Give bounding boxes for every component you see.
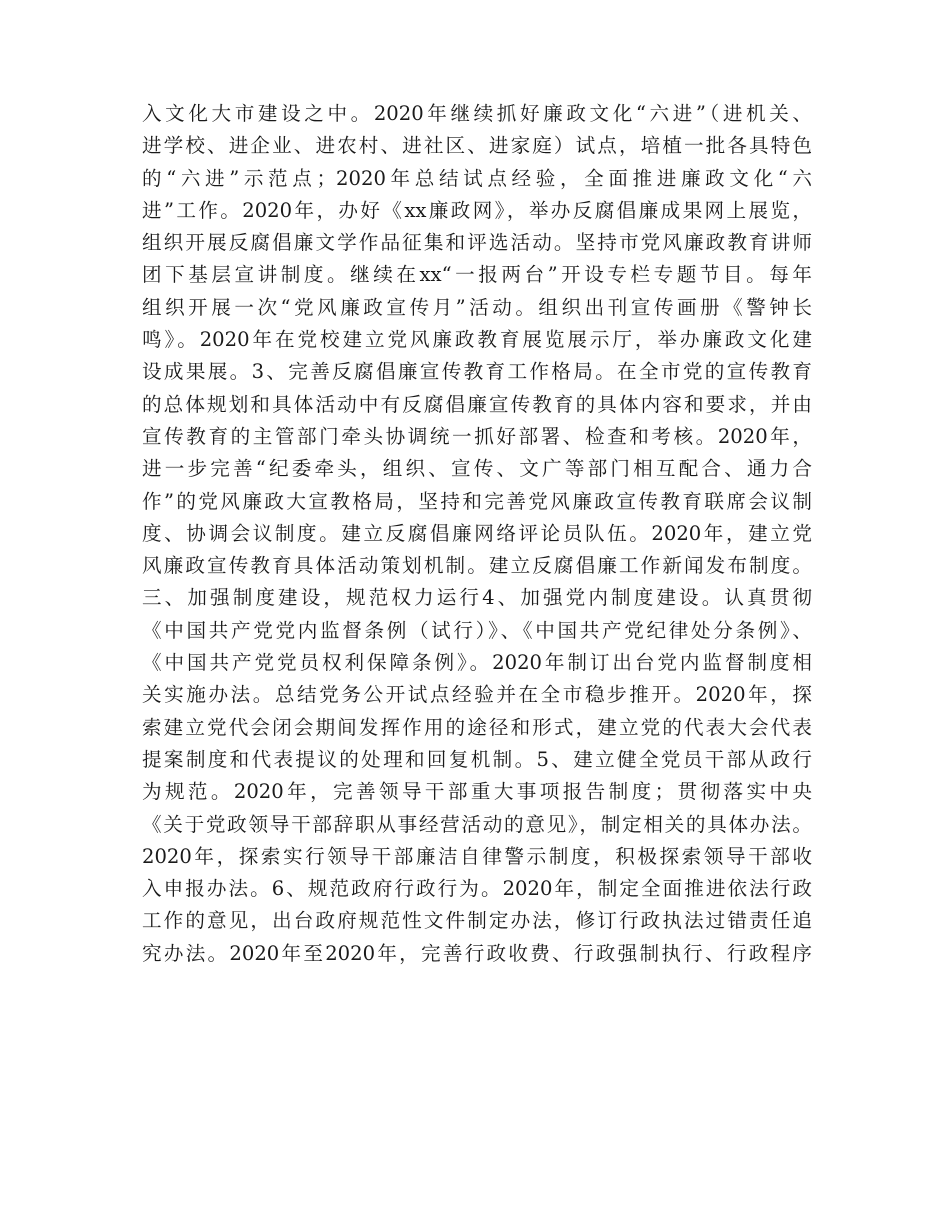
text-line: 《关于党政领导干部辞职从事经营活动的意见》，制定相关的具体办法。 [142,812,812,836]
text-line: 风廉政宣传教育具体活动策划机制。建立反腐倡廉工作新闻发布制度。 [142,554,812,578]
text-line: 《中国共产党党内监督条例（试行）》、《中国共产党纪律处分条例》、 [142,618,812,642]
text-line: 组织开展反腐倡廉文学作品征集和评选活动。坚持市党风廉政教育讲师 [142,231,812,255]
text-line: 组织开展一次“党风廉政宣传月”活动。组织出刊宣传画册《警钟长 [142,295,812,319]
text-line: 《中国共产党党员权利保障条例》。2020年制订出台党内监督制度相 [142,651,812,675]
text-line: 宣传教育的主管部门牵头协调统一抓好部署、检查和考核。2020年， [142,424,812,448]
text-line: 提案制度和代表提议的处理和回复机制。5、建立健全党员干部从政行 [142,747,812,771]
text-line: 关实施办法。总结党务公开试点经验并在全市稳步推开。2020年，探 [142,683,812,707]
text-line: 作”的党风廉政大宣教格局，坚持和完善党风廉政宣传教育联席会议制 [142,489,812,513]
text-line: 究办法。2020年至2020年，完善行政收费、行政强制执行、行政程序 [142,941,812,965]
document-body [142,98,812,970]
text-line: 进一步完善“纪委牵头，组织、宣传、文广等部门相互配合、通力合 [142,457,812,481]
text-line: 入文化大市建设之中。2020年继续抓好廉政文化“六进”（进机关、 [142,102,812,125]
text-line: 2020年，探索实行领导干部廉洁自律警示制度，积极探索领导干部收 [142,844,812,868]
text-line: 进”工作。2020年，办好《xx廉政网》，举办反腐倡廉成果网上展览， [142,198,812,222]
text-line: 的总体规划和具体活动中有反腐倡廉宣传教育的具体内容和要求，并由 [142,392,812,416]
text-line: 入申报办法。6、规范政府行政行为。2020年，制定全面推进依法行政 [142,877,812,901]
text-line: 度、协调会议制度。建立反腐倡廉网络评论员队伍。2020年，建立党 [142,521,812,545]
text-line: 工作的意见，出台政府规范性文件制定办法，修订行政执法过错责任追 [142,909,812,933]
text-line: 团下基层宣讲制度。继续在xx“一报两台”开设专栏专题节目。每年 [142,263,812,287]
text-line: 索建立党代会闭会期间发挥作用的途径和形式，建立党的代表大会代表 [142,715,812,739]
text-line: 的“六进”示范点；2020年总结试点经验，全面推进廉政文化“六 [142,166,812,190]
text-line: 鸣》。2020年在党校建立党风廉政教育展览展示厅，举办廉政文化建 [142,328,812,352]
text-line: 进学校、进企业、进农村、进社区、进家庭）试点，培植一批各具特色 [142,134,812,158]
text-line: 设成果展。3、完善反腐倡廉宣传教育工作格局。在全市党的宣传教育 [142,360,812,384]
text-line: 三、加强制度建设，规范权力运行4、加强党内制度建设。认真贯彻 [142,586,812,610]
text-line: 为规范。2020年，完善领导干部重大事项报告制度；贯彻落实中央 [142,780,812,804]
